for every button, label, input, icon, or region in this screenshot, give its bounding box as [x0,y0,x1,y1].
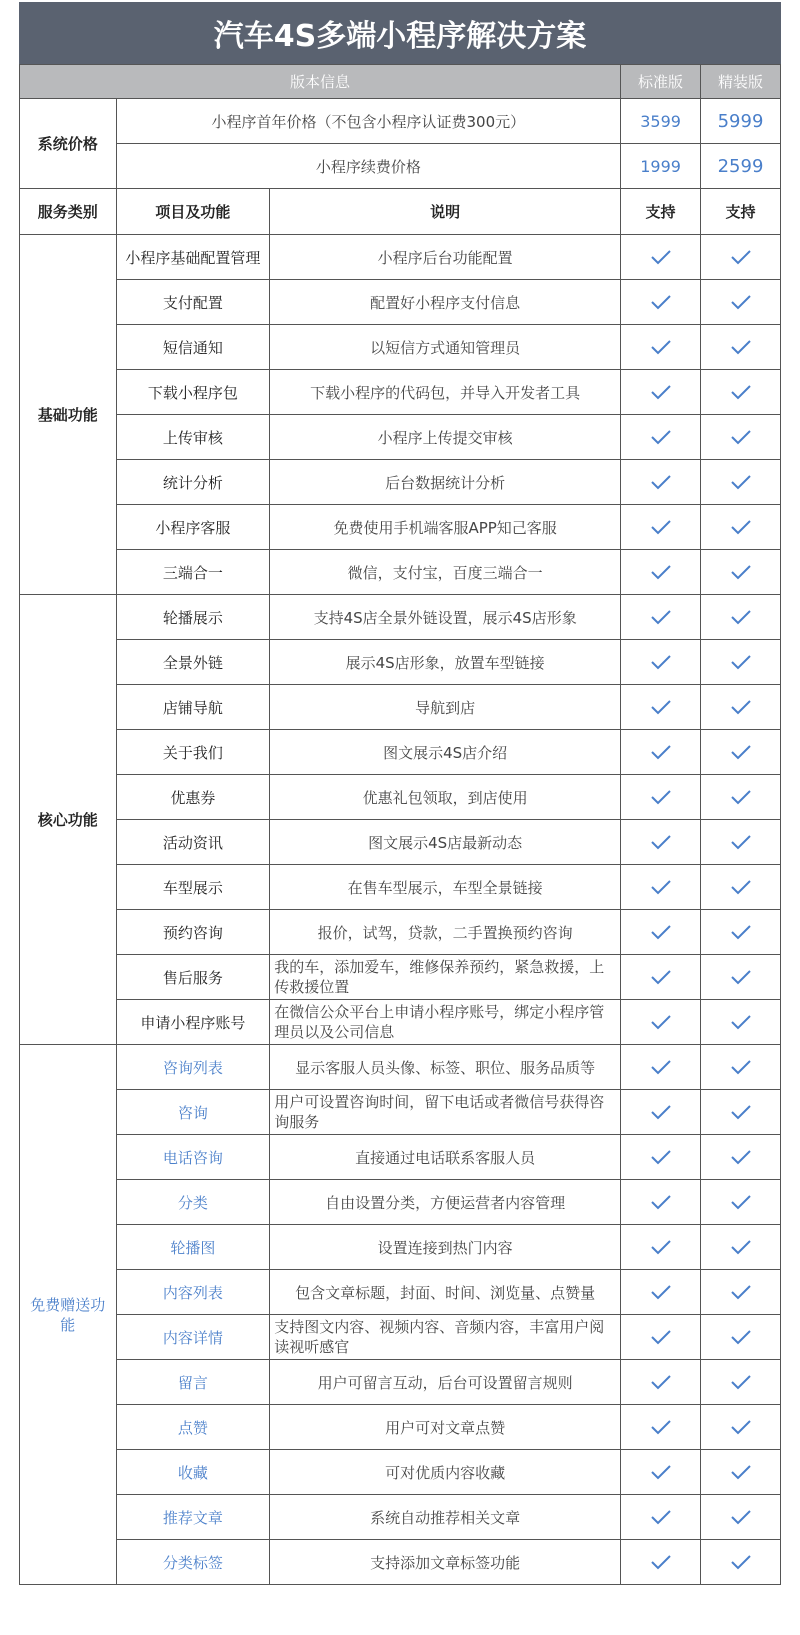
premium-support-cell [701,1360,781,1405]
feature-row [20,1225,781,1270]
check-icon [705,1464,776,1480]
feature-row [20,775,781,820]
check-icon [705,969,776,985]
check-icon [705,249,776,265]
feature-desc: 展示4S店形象，放置车型链接 [270,640,621,685]
feature-row [20,1450,781,1495]
feature-row [20,910,781,955]
standard-price: 3599 [621,99,701,144]
page-title: 汽车4S多端小程序解决方案 [19,2,781,64]
check-icon [705,384,776,400]
feature-row [20,1315,781,1360]
check-icon [705,339,776,355]
check-icon [625,249,696,265]
feature-item: 预约咨询 [116,910,270,955]
feature-table [19,64,781,1585]
feature-item: 小程序基础配置管理 [116,235,270,280]
check-icon [625,699,696,715]
premium-support-cell [701,325,781,370]
check-icon [625,1374,696,1390]
feature-item: 上传审核 [116,415,270,460]
feature-row [20,1000,781,1045]
feature-row [20,685,781,730]
column-header-row [20,189,781,235]
feature-row [20,1360,781,1405]
premium-price: 2599 [701,144,781,189]
premium-support-cell [701,775,781,820]
check-icon [705,834,776,850]
standard-support-cell [621,1270,701,1315]
feature-item: 轮播展示 [116,595,270,640]
check-icon [705,1329,776,1345]
standard-support-cell [621,820,701,865]
check-icon [705,1239,776,1255]
feature-desc: 小程序后台功能配置 [270,235,621,280]
premium-support-cell [701,550,781,595]
standard-support-cell [621,595,701,640]
premium-support-cell [701,1225,781,1270]
feature-desc: 用户可对文章点赞 [270,1405,621,1450]
standard-support-cell [621,505,701,550]
check-icon [705,519,776,535]
check-icon [705,1419,776,1435]
check-icon [705,474,776,490]
feature-row [20,415,781,460]
standard-support-cell [621,1000,701,1045]
feature-item: 收藏 [116,1450,270,1495]
feature-item: 统计分析 [116,460,270,505]
standard-edition-label: 标准版 [621,65,701,99]
feature-desc: 小程序上传提交审核 [270,415,621,460]
feature-item: 内容详情 [116,1315,270,1360]
premium-support-cell [701,640,781,685]
standard-support-cell [621,775,701,820]
standard-support-cell [621,235,701,280]
feature-item: 咨询 [116,1090,270,1135]
feature-desc: 在微信公众平台上申请小程序账号，绑定小程序管理员以及公司信息 [270,1000,621,1045]
check-icon [625,834,696,850]
check-icon [705,744,776,760]
premium-support-cell [701,1000,781,1045]
feature-row [20,325,781,370]
section-category: 免费赠送功能 [20,1045,117,1585]
check-icon [625,1509,696,1525]
feature-row [20,730,781,775]
premium-support-cell [701,280,781,325]
standard-support-cell [621,685,701,730]
standard-support-cell [621,910,701,955]
feature-row [20,550,781,595]
column-header-category: 服务类别 [20,189,117,235]
feature-item: 售后服务 [116,955,270,1000]
feature-item: 分类 [116,1180,270,1225]
check-icon [705,564,776,580]
feature-item: 下载小程序包 [116,370,270,415]
premium-support-cell [701,865,781,910]
feature-row [20,505,781,550]
premium-support-cell [701,1180,781,1225]
feature-row [20,955,781,1000]
check-icon [705,294,776,310]
premium-support-cell [701,1405,781,1450]
feature-desc: 免费使用手机端客服APP知己客服 [270,505,621,550]
column-header-standard: 支持 [621,189,701,235]
feature-row [20,1090,781,1135]
feature-item: 电话咨询 [116,1135,270,1180]
premium-support-cell [701,1495,781,1540]
check-icon [625,564,696,580]
standard-support-cell [621,1540,701,1585]
feature-row [20,1405,781,1450]
check-icon [625,1014,696,1030]
feature-item: 申请小程序账号 [116,1000,270,1045]
check-icon [625,969,696,985]
premium-support-cell [701,1270,781,1315]
check-icon [705,1509,776,1525]
premium-support-cell [701,1450,781,1495]
column-header-item: 项目及功能 [116,189,270,235]
column-header-desc: 说明 [270,189,621,235]
check-icon [625,1284,696,1300]
section-category: 核心功能 [20,595,117,1045]
feature-desc: 支持添加文章标签功能 [270,1540,621,1585]
standard-support-cell [621,1180,701,1225]
price-row [20,144,781,189]
feature-row [20,865,781,910]
premium-support-cell [701,685,781,730]
feature-row [20,640,781,685]
feature-desc: 包含文章标题，封面、时间、浏览量、点赞量 [270,1270,621,1315]
check-icon [705,879,776,895]
feature-item: 关于我们 [116,730,270,775]
standard-price: 1999 [621,144,701,189]
standard-support-cell [621,1450,701,1495]
standard-support-cell [621,865,701,910]
feature-desc: 微信，支付宝，百度三端合一 [270,550,621,595]
feature-item: 优惠券 [116,775,270,820]
feature-row [20,460,781,505]
check-icon [625,474,696,490]
standard-support-cell [621,325,701,370]
check-icon [705,924,776,940]
check-icon [625,879,696,895]
check-icon [705,1014,776,1030]
check-icon [625,294,696,310]
standard-support-cell [621,1135,701,1180]
feature-item: 三端合一 [116,550,270,595]
check-icon [705,429,776,445]
column-header-premium: 支持 [701,189,781,235]
standard-support-cell [621,1090,701,1135]
check-icon [705,1104,776,1120]
feature-row [20,595,781,640]
premium-support-cell [701,370,781,415]
standard-support-cell [621,1225,701,1270]
premium-support-cell [701,1540,781,1585]
feature-desc: 后台数据统计分析 [270,460,621,505]
standard-support-cell [621,370,701,415]
feature-row [20,280,781,325]
feature-row [20,1270,781,1315]
feature-row [20,1495,781,1540]
feature-row [20,1180,781,1225]
check-icon [705,1554,776,1570]
check-icon [625,1554,696,1570]
section-category: 基础功能 [20,235,117,595]
feature-item: 咨询列表 [116,1045,270,1090]
feature-desc: 图文展示4S店最新动态 [270,820,621,865]
check-icon [625,339,696,355]
premium-price: 5999 [701,99,781,144]
standard-support-cell [621,550,701,595]
feature-row [20,370,781,415]
check-icon [625,1464,696,1480]
check-icon [705,654,776,670]
premium-support-cell [701,1090,781,1135]
feature-row [20,235,781,280]
feature-item: 内容列表 [116,1270,270,1315]
feature-item: 推荐文章 [116,1495,270,1540]
standard-support-cell [621,1405,701,1450]
check-icon [625,1419,696,1435]
feature-desc: 用户可留言互动，后台可设置留言规则 [270,1360,621,1405]
premium-support-cell [701,730,781,775]
check-icon [705,609,776,625]
check-icon [705,1059,776,1075]
check-icon [625,1149,696,1165]
premium-support-cell [701,910,781,955]
standard-support-cell [621,640,701,685]
check-icon [625,1194,696,1210]
standard-support-cell [621,460,701,505]
feature-desc: 支持图文内容、视频内容、音频内容，丰富用户阅读视听感官 [270,1315,621,1360]
standard-support-cell [621,1315,701,1360]
feature-item: 店铺导航 [116,685,270,730]
check-icon [625,654,696,670]
feature-item: 车型展示 [116,865,270,910]
price-desc: 小程序续费价格 [116,144,621,189]
premium-support-cell [701,955,781,1000]
standard-support-cell [621,955,701,1000]
check-icon [705,1194,776,1210]
version-info-label: 版本信息 [20,65,621,99]
standard-support-cell [621,280,701,325]
feature-desc: 配置好小程序支付信息 [270,280,621,325]
premium-support-cell [701,460,781,505]
standard-support-cell [621,1495,701,1540]
feature-desc: 直接通过电话联系客服人员 [270,1135,621,1180]
premium-support-cell [701,235,781,280]
feature-item: 全景外链 [116,640,270,685]
pricing-category: 系统价格 [20,99,117,189]
premium-support-cell [701,820,781,865]
check-icon [705,699,776,715]
price-row [20,99,781,144]
check-icon [625,1104,696,1120]
check-icon [625,609,696,625]
feature-item: 点赞 [116,1405,270,1450]
check-icon [625,924,696,940]
premium-support-cell [701,415,781,460]
check-icon [705,1374,776,1390]
feature-desc: 自由设置分类，方便运营者内容管理 [270,1180,621,1225]
standard-support-cell [621,1360,701,1405]
check-icon [625,1239,696,1255]
feature-item: 活动资讯 [116,820,270,865]
feature-desc: 我的车，添加爱车，维修保养预约，紧急救援，上传救援位置 [270,955,621,1000]
feature-desc: 导航到店 [270,685,621,730]
check-icon [625,429,696,445]
feature-item: 分类标签 [116,1540,270,1585]
standard-support-cell [621,730,701,775]
feature-item: 轮播图 [116,1225,270,1270]
check-icon [625,1059,696,1075]
check-icon [625,384,696,400]
check-icon [625,744,696,760]
check-icon [625,519,696,535]
premium-support-cell [701,1315,781,1360]
feature-desc: 优惠礼包领取，到店使用 [270,775,621,820]
feature-item: 留言 [116,1360,270,1405]
premium-support-cell [701,1135,781,1180]
feature-desc: 以短信方式通知管理员 [270,325,621,370]
premium-support-cell [701,1045,781,1090]
feature-desc: 支持4S店全景外链设置，展示4S店形象 [270,595,621,640]
standard-support-cell [621,1045,701,1090]
feature-row [20,1045,781,1090]
feature-item: 支付配置 [116,280,270,325]
check-icon [705,1284,776,1300]
feature-desc: 用户可设置咨询时间，留下电话或者微信号获得咨询服务 [270,1090,621,1135]
feature-item: 短信通知 [116,325,270,370]
premium-edition-label: 精装版 [701,65,781,99]
premium-support-cell [701,595,781,640]
check-icon [625,1329,696,1345]
check-icon [705,789,776,805]
feature-desc: 报价，试驾，贷款，二手置换预约咨询 [270,910,621,955]
feature-desc: 图文展示4S店介绍 [270,730,621,775]
check-icon [625,789,696,805]
check-icon [705,1149,776,1165]
price-desc: 小程序首年价格（不包含小程序认证费300元） [116,99,621,144]
feature-item: 小程序客服 [116,505,270,550]
feature-desc: 显示客服人员头像、标签、职位、服务品质等 [270,1045,621,1090]
feature-desc: 系统自动推荐相关文章 [270,1495,621,1540]
feature-desc: 设置连接到热门内容 [270,1225,621,1270]
standard-support-cell [621,415,701,460]
feature-row [20,1540,781,1585]
feature-desc: 在售车型展示，车型全景链接 [270,865,621,910]
feature-desc: 下载小程序的代码包，并导入开发者工具 [270,370,621,415]
feature-desc: 可对优质内容收藏 [270,1450,621,1495]
version-header-row [20,65,781,99]
premium-support-cell [701,505,781,550]
feature-row [20,820,781,865]
feature-row [20,1135,781,1180]
